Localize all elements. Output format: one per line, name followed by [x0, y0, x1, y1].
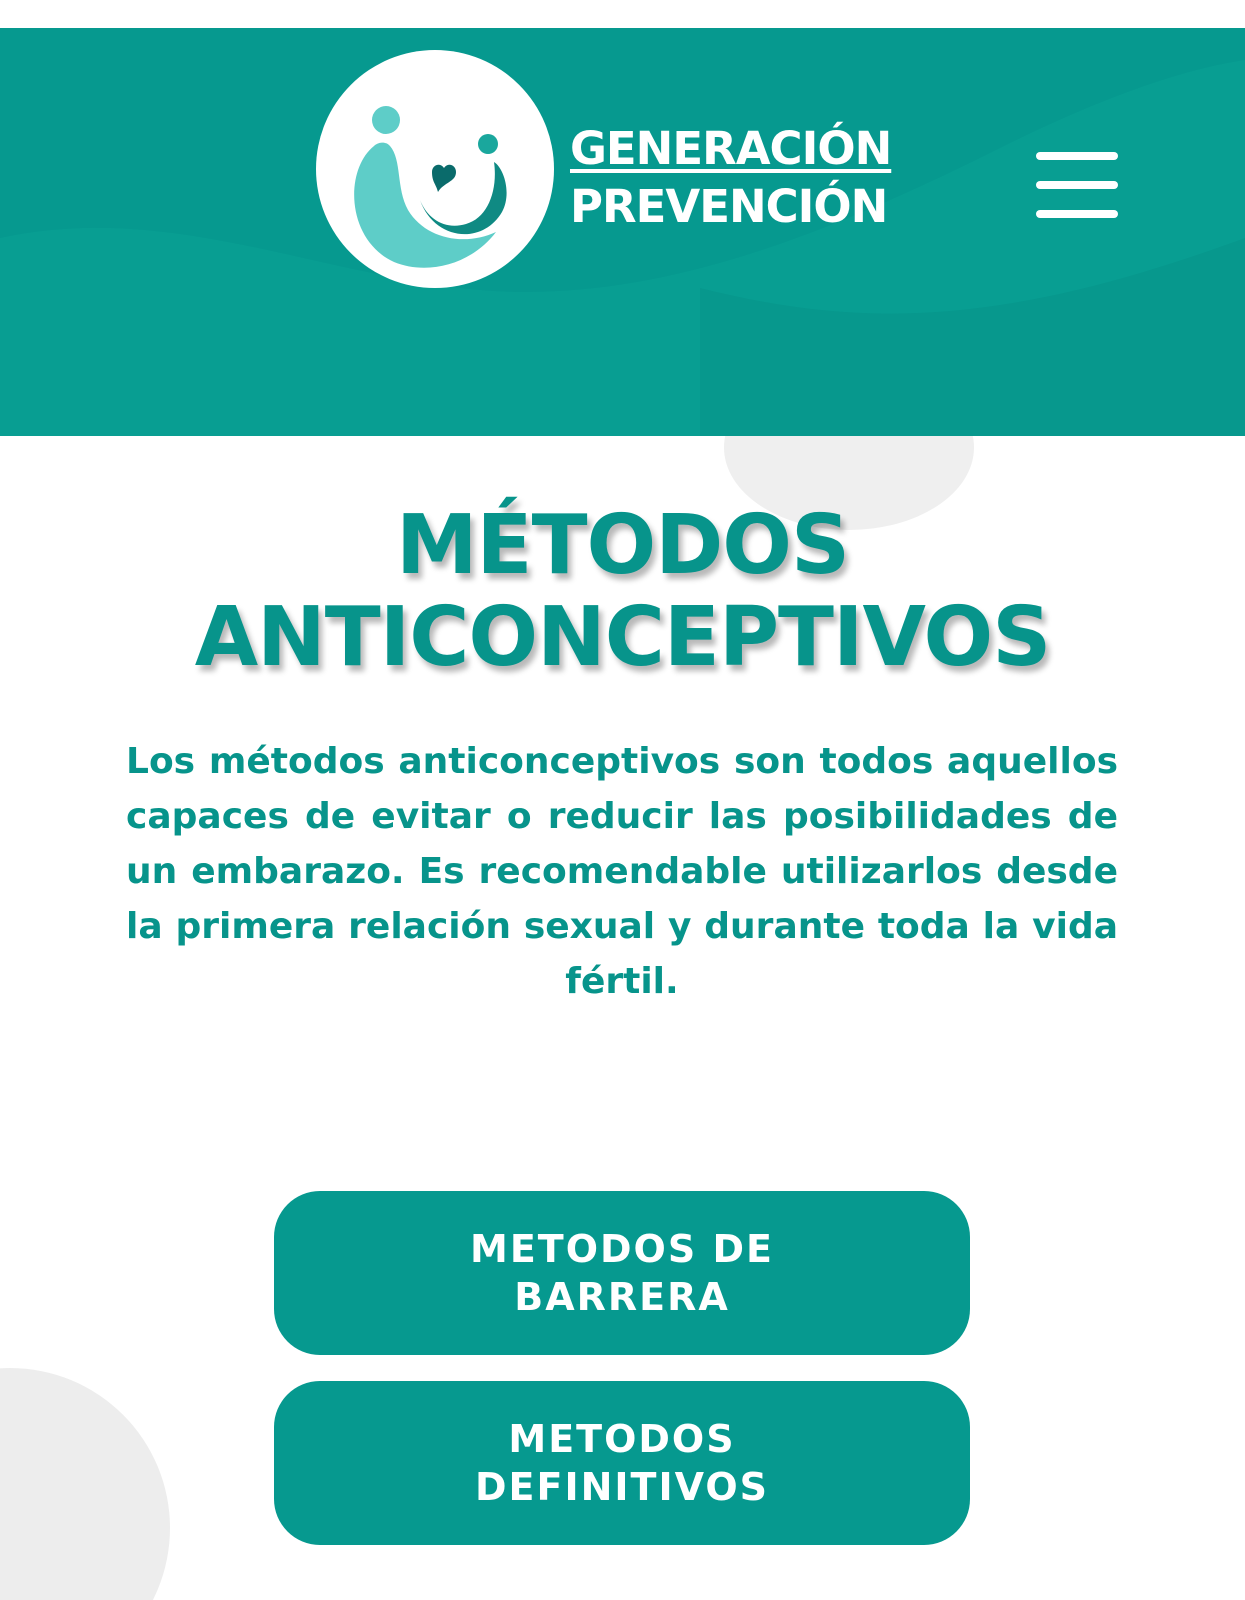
logo[interactable]: [316, 50, 554, 288]
definitive-methods-button-label: METODOS DEFINITIVOS: [474, 1417, 769, 1509]
hamburger-menu-icon-bar-middle: [1036, 181, 1118, 189]
intro-description: Los métodos anticonceptivos son todos aquellos capaces de evitar o reducir las posibilidades de un embarazo. Es recomendable utilizarlos desde la primera relación sexual y durante toda la vida fértil.: [126, 741, 1118, 1002]
hamburger-menu-button[interactable]: [1032, 128, 1122, 218]
barrier-methods-button-label: METODOS DE BARRERA: [470, 1227, 774, 1319]
hamburger-menu-icon-bar-bottom: [1036, 210, 1118, 218]
family-heart-logo-icon: [316, 50, 554, 288]
barrier-methods-button[interactable]: [274, 1191, 970, 1355]
site-header: [0, 28, 1245, 436]
page-title: [60, 500, 1185, 684]
hamburger-menu-icon-bar-top: [1036, 152, 1118, 160]
brand-name: [570, 120, 930, 236]
page-title-line-1: MÉTODOS: [395, 498, 850, 593]
page-title-line-2: ANTICONCEPTIVOS: [194, 590, 1051, 685]
decorative-circle-bottom: [0, 1368, 170, 1600]
definitive-methods-button[interactable]: [274, 1381, 970, 1545]
brand-line-2: PREVENCIÓN: [570, 180, 888, 233]
brand-line-1: GENERACIÓN: [570, 122, 892, 175]
